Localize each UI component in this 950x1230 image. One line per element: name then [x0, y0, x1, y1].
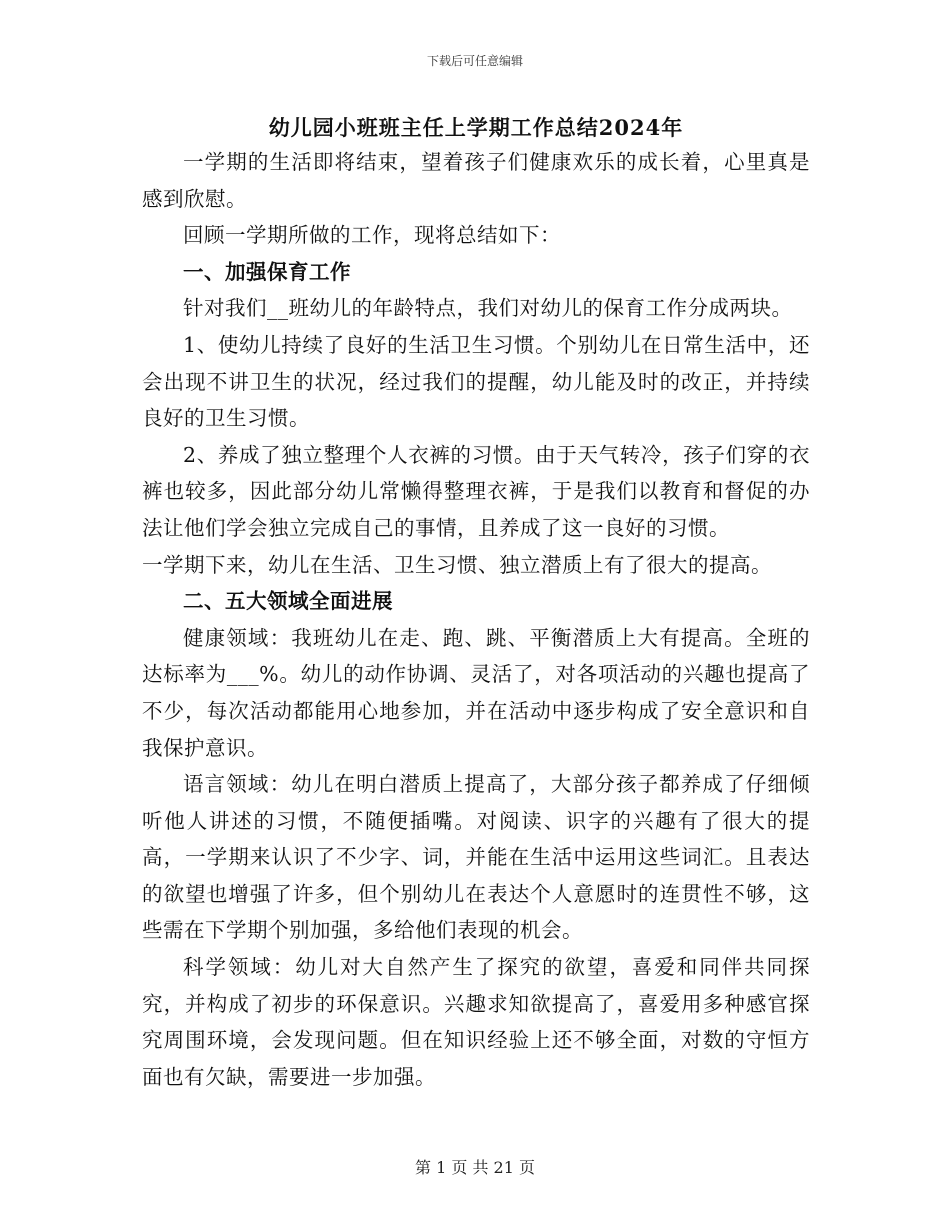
paragraph-care-item-2: 2、养成了独立整理个人衣裤的习惯。由于天气转冷，孩子们穿的衣裤也较多，因此部分幼儿常懒得整理衣裤，于是我们以教育和督促的办法让他们学会独立完成自己的事情，且养成了这一良好的习惯。 [142, 442, 810, 540]
page-number: 第 1 页 共 21 页 [415, 1158, 535, 1177]
document-title: 幼儿园小班班主任上学期工作总结2024年 [268, 115, 684, 140]
header-note: 下载后可任意编辑 [426, 54, 523, 68]
document-body [142, 112, 810, 1095]
paragraph-language-domain: 语言领域：幼儿在明白潜质上提高了，大部分孩子都养成了仔细倾听他人讲述的习惯，不随便插嘴。对阅读、识字的兴趣有了很大的提高，一学期来认识了不少字、词，并能在生活中运用这些词汇。且表达的欲望也增强了许多，但个别幼儿在表达个人意愿时的连贯性不够，这些需在下学期个别加强，多给他们表现的机会。 [142, 772, 810, 943]
paragraph-care-intro: 针对我们__班幼儿的年龄特点，我们对幼儿的保育工作分成两块。 [183, 296, 793, 321]
section-heading-care: 一、加强保育工作 [183, 259, 351, 284]
paragraph-review: 回顾一学期所做的工作，现将总结如下： [183, 223, 561, 248]
section-heading-domains: 二、五大领域全面进展 [183, 589, 393, 614]
paragraph-care-summary: 一学期下来，幼儿在生活、卫生习惯、独立潜质上有了很大的提高。 [142, 552, 772, 577]
paragraph-care-item-1: 1、使幼儿持续了良好的生活卫生习惯。个别幼儿在日常生活中，还会出现不讲卫生的状况，经过我们的提醒，幼儿能及时的改正，并持续良好的卫生习惯。 [142, 332, 810, 431]
paragraph-science-domain: 科学领域：幼儿对大自然产生了探究的欲望，喜爱和同伴共同探究，并构成了初步的环保意识。兴趣求知欲提高了，喜爱用多种感官探究周围环境，会发现问题。但在知识经验上还不够全面，对数的守恒方面也有欠缺，需要进一步加强。 [142, 955, 810, 1089]
paragraph-health-domain: 健康领域：我班幼儿在走、跑、跳、平衡潜质上大有提高。全班的达标率为___%。幼儿的动作协调、灵活了，对各项活动的兴趣也提高了不少，每次活动都能用心地参加，并在活动中逐步构成了安全意识和自我保护意识。 [142, 625, 810, 760]
paragraph-intro: 一学期的生活即将结束，望着孩子们健康欢乐的成长着，心里真是感到欣慰。 [142, 150, 810, 211]
